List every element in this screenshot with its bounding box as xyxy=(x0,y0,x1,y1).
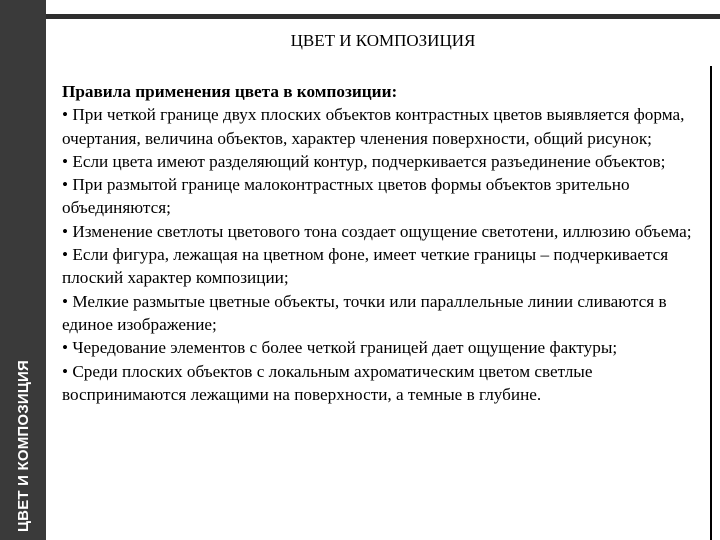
content-block xyxy=(62,80,700,406)
slide-title: ЦВЕТ И КОМПОЗИЦИЯ xyxy=(290,31,476,50)
side-label: ЦВЕТ И КОМПОЗИЦИЯ xyxy=(14,360,32,532)
content-heading: Правила применения цвета в композиции: xyxy=(62,82,398,101)
rule-item: • Если цвета имеют разделяющий контур, подчеркивается разъединение объектов; xyxy=(62,151,666,171)
rule-item: • Изменение светлоты цветового тона создает ощущение светотени, иллюзию объема; xyxy=(62,221,692,241)
rule-item: • Мелкие размытые цветные объекты, точки или параллельные линии сливаются в единое изображение; xyxy=(62,291,667,334)
right-rule xyxy=(710,66,712,540)
rule-item: • Чередование элементов с более четкой границей дает ощущение фактуры; xyxy=(62,338,618,358)
top-rule xyxy=(46,14,720,19)
rule-item: • Среди плоских объектов с локальным ахроматическим цветом светлые воспринимаются лежащими на поверхности, а темные в глубине. xyxy=(62,361,593,404)
side-bar xyxy=(0,0,46,540)
rule-item: • Если фигура, лежащая на цветном фоне, имеет четкие границы – подчеркивается плоский характер композиции; xyxy=(62,245,669,288)
rule-item: • При размытой границе малоконтрастных цветов формы объектов зрительно объединяются; xyxy=(62,175,630,218)
rule-item: • При четкой границе двух плоских объектов контрастных цветов выявляется форма, очертания, величина объектов, характер членения поверхности, общий рисунок; xyxy=(62,105,685,148)
